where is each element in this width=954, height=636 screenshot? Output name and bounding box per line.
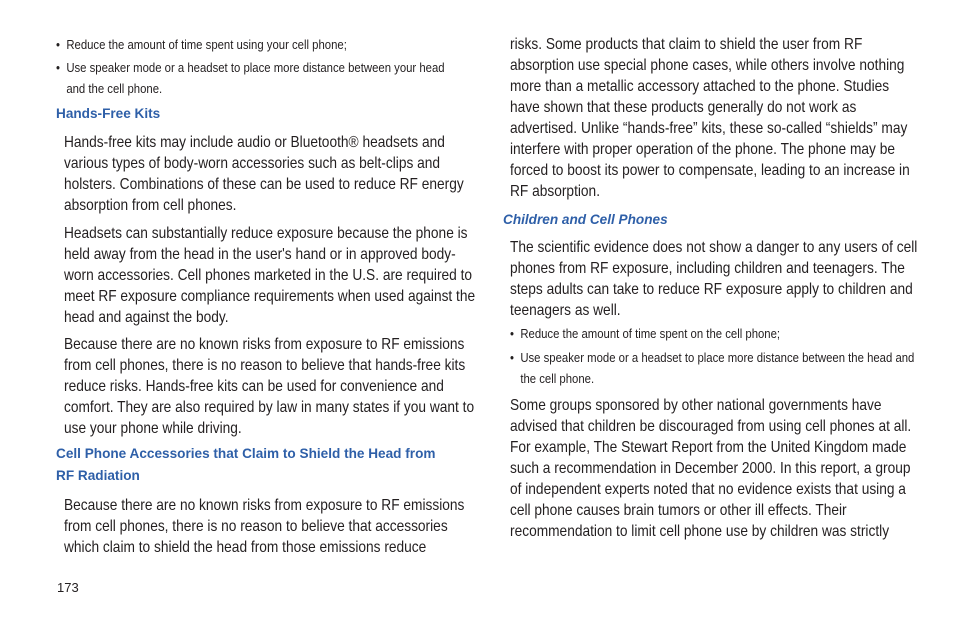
bullet-symbol: • xyxy=(56,37,60,52)
bullet-symbol: • xyxy=(510,326,514,341)
section-heading-shield-accessories: Cell Phone Accessories that Claim to Shield the Head from RF Radiation xyxy=(56,446,436,483)
paragraph: Because there are no known risks from exposure to RF emissions from cell phones, there is no reason to believe that accessories which claim to shield the head from those emissions reduce xyxy=(64,497,465,556)
section-heading-hands-free-kits: Hands-Free Kits xyxy=(56,106,161,121)
paragraph: Because there are no known risks from exposure to RF emissions from cell phones, there is no reason to believe that hands-free kits reduce risks. Hands-free kits can be used for convenience and comfort. They are also required by law in many states if you want to use your phone while driving. xyxy=(64,336,475,437)
list-item xyxy=(510,323,919,344)
section-heading-children: Children and Cell Phones xyxy=(503,212,668,227)
paragraph: risks. Some products that claim to shield the user from RF absorption use special phone cases, while others involve nothing more than a metallic accessory attached to the phone. Studies have shown that these products generally do not work as advertised. Unlike “hands-free” kits, these so-called “shields” may interfere with proper operation of the phone. The phone may be forced to boost its power to compensate, leading to an increase in RF absorption. xyxy=(510,36,910,200)
list-item xyxy=(56,57,465,99)
list-item xyxy=(56,34,465,55)
paragraph: The scientific evidence does not show a danger to any users of cell phones from RF exposure, including children and teenagers. The steps adults can take to reduce RF exposure apply to children and teenagers as well. xyxy=(510,239,918,319)
list-item xyxy=(510,347,919,389)
bullet-text: Reduce the amount of time spent using your cell phone; xyxy=(66,37,347,52)
bullet-text: Reduce the amount of time spent on the cell phone; xyxy=(520,326,781,341)
paragraph: Some groups sponsored by other national governments have advised that children be discouraged from using cell phones at all. For example, The Stewart Report from the United Kingdom made such a recommendation in December 2000. In this report, a group of independent experts noted that no evidence exists that using a cell phone causes brain tumors or other ill effects. Their recommendation to limit cell phone use by children was strictly xyxy=(510,397,912,540)
page-number: 173 xyxy=(57,580,79,595)
bullet-symbol: • xyxy=(56,60,60,75)
paragraph: Hands-free kits may include audio or Bluetooth® headsets and various types of body-worn accessories such as belt-clips and holsters. Combinations of these can be used to reduce RF energy absorption from cell phones. xyxy=(64,134,464,214)
bullet-symbol: • xyxy=(510,350,514,365)
bullet-text: Use speaker mode or a headset to place more distance between your head and the cell phone. xyxy=(66,60,445,96)
paragraph: Headsets can substantially reduce exposure because the phone is held away from the head in the user's hand or in approved body-worn accessories. Cell phones marketed in the U.S. are required to meet RF exposure compliance requirements when used against the head and against the body. xyxy=(64,225,476,326)
bullet-text: Use speaker mode or a headset to place more distance between the head and the cell phone. xyxy=(520,350,915,386)
